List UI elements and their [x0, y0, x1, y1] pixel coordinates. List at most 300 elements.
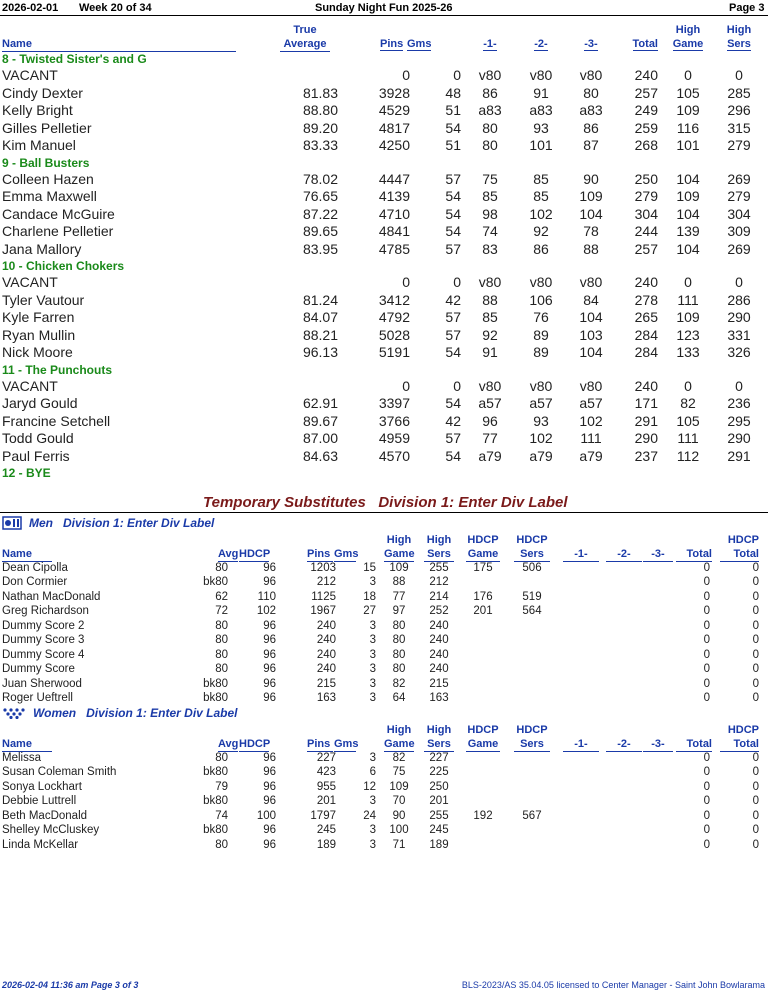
sub-hdcp-series: 519: [522, 590, 542, 603]
player-high-game: 139: [676, 223, 700, 239]
player-pins: 4250: [378, 137, 410, 153]
sub-name: Juan Sherwood: [2, 677, 82, 690]
sub-games: 3: [369, 795, 376, 808]
sub-pins: 1125: [311, 590, 336, 603]
player-game2: 91: [533, 84, 549, 101]
player-game3: 87: [583, 137, 599, 153]
sub-handicap: 96: [263, 692, 276, 705]
player-high-series: 296: [727, 102, 751, 118]
player-game3: 104: [579, 205, 603, 222]
player-high-series: 331: [727, 326, 751, 343]
sub-handicap: 110: [257, 590, 276, 603]
sub-name: Don Cormier: [2, 576, 68, 589]
sub-average: 80: [215, 562, 228, 574]
player-high-series: 269: [727, 240, 751, 257]
sub-col-hdcp-series: Sers: [514, 547, 550, 562]
player-total: 278: [634, 291, 658, 308]
col-high2: High: [726, 24, 752, 36]
sub-hdcp-total: 0: [752, 590, 759, 603]
sub-total: 0: [703, 766, 710, 779]
sub-total: 0: [703, 838, 710, 851]
sub-hdcp-series: 564: [522, 605, 542, 618]
header-divider: [0, 15, 768, 16]
sub-col-hdcp-game: Game: [467, 738, 499, 750]
player-game3: 111: [580, 430, 602, 446]
sub-name: Linda McKellar: [2, 838, 79, 851]
player-pins: 4792: [378, 309, 410, 325]
sub-col-hdcp-series-top: HDCP: [516, 534, 548, 546]
player-game1: 74: [482, 223, 498, 239]
sub-total: 0: [703, 677, 710, 690]
sub-games: 3: [369, 576, 376, 589]
player-games: 54: [445, 223, 461, 239]
player-game3: 102: [579, 412, 603, 429]
player-name: Ryan Mullin: [2, 326, 76, 343]
player-average: 88.21: [302, 326, 338, 343]
player-pins: 0: [402, 377, 410, 394]
sub-name: Debbie Luttrell: [2, 795, 77, 808]
player-name: Colleen Hazen: [2, 170, 94, 187]
col-gms: Gms: [407, 38, 432, 50]
sub-col-hdcp-series: Sers: [514, 737, 550, 752]
women-bowler-icon: [2, 706, 26, 724]
player-game3: 109: [579, 188, 603, 204]
sub-handicap: 96: [263, 648, 276, 661]
sub-high-game: 71: [392, 838, 406, 851]
sub-hdcp-total: 0: [752, 663, 759, 676]
sub-pins: 240: [316, 619, 336, 632]
player-total: 259: [634, 119, 658, 136]
player-game1: 85: [482, 188, 498, 204]
player-total: 284: [634, 344, 658, 360]
player-games: 42: [445, 412, 461, 429]
player-pins: 4570: [378, 447, 410, 464]
sub-col-high-game: Game: [384, 548, 415, 560]
sub-total: 0: [703, 576, 710, 589]
sub-average: 80: [215, 648, 228, 661]
sub-high-game: 100: [389, 824, 409, 837]
sub-row: [0, 633, 768, 647]
sub-high-series: 214: [429, 590, 449, 603]
player-total: 279: [634, 188, 658, 204]
player-game3: 90: [583, 170, 599, 187]
sub-pins: 212: [316, 576, 336, 589]
player-name: Gilles Pelletier: [2, 119, 92, 136]
sub-hdcp-total: 0: [752, 824, 759, 837]
sub-col-g2: -2-: [606, 737, 642, 752]
col-name: Name: [2, 37, 236, 52]
player-games: 42: [445, 291, 461, 308]
player-total: 240: [634, 274, 658, 290]
player-average: 89.65: [302, 223, 338, 239]
sub-hdcp-total: 0: [752, 648, 759, 661]
player-high-game: 0: [684, 274, 692, 290]
sub-pins: 423: [316, 766, 336, 779]
player-game1: v80: [478, 274, 502, 290]
sub-col-high-series: Sers: [424, 547, 454, 562]
sub-high-series: 215: [429, 677, 449, 690]
sub-high-series: 250: [429, 780, 449, 793]
subs-divider: [0, 512, 768, 513]
player-high-game: 104: [676, 240, 700, 257]
league-name: Sunday Night Fun 2025-26: [315, 2, 453, 14]
player-name: VACANT: [2, 67, 58, 83]
player-high-series: 0: [735, 67, 743, 83]
player-name: Emma Maxwell: [2, 188, 97, 204]
player-average: 83.95: [302, 240, 338, 257]
player-game3: v80: [579, 274, 603, 290]
sub-name: Nathan MacDonald: [2, 590, 101, 603]
player-average: 89.20: [302, 119, 338, 136]
sub-col-hdcp-total: Total: [720, 547, 759, 562]
player-games: 57: [445, 326, 461, 343]
player-game3: 104: [579, 344, 603, 360]
sub-average: 80: [215, 619, 228, 632]
sub-games: 3: [369, 648, 376, 661]
player-high-game: 123: [676, 326, 700, 343]
sub-high-game: 109: [389, 780, 409, 793]
sub-col-g3: -3-: [643, 547, 673, 562]
sub-high-game: 80: [392, 619, 406, 632]
player-pins: 3412: [378, 291, 410, 308]
sub-row: [0, 648, 768, 662]
sub-games: 6: [369, 766, 376, 779]
sub-row: [0, 604, 768, 618]
col-true: True: [293, 24, 317, 36]
player-total: 304: [634, 205, 658, 222]
sub-high-series: 225: [429, 766, 449, 779]
subs-title: Temporary Substitutes Division 1: Enter Div Label: [203, 494, 568, 511]
col-total: Total: [632, 38, 658, 50]
sub-total: 0: [703, 619, 710, 632]
player-name: VACANT: [2, 377, 58, 394]
sub-row: [0, 765, 768, 779]
team-label: 11 - The Punchouts: [2, 362, 113, 377]
sub-col-high-game: Game: [384, 738, 415, 750]
sub-total: 0: [703, 562, 710, 574]
player-pins: 3928: [378, 84, 410, 101]
player-high-game: 109: [676, 188, 700, 204]
sub-handicap: 96: [263, 766, 276, 779]
sub-col-pins: Pins: [307, 547, 333, 562]
player-average: 96.13: [302, 344, 338, 360]
player-game2: v80: [529, 377, 553, 394]
player-game2: 93: [533, 412, 549, 429]
page-number: Page 3: [729, 2, 765, 14]
sub-high-series: 163: [429, 692, 449, 705]
player-row: [0, 102, 768, 119]
player-pins: 4959: [378, 430, 410, 446]
player-game2: 89: [533, 326, 549, 343]
player-high-game: 105: [676, 412, 700, 429]
player-average: 87.00: [302, 430, 338, 446]
sub-row: [0, 809, 768, 823]
sub-hdcp-total: 0: [752, 619, 759, 632]
sub-average: bk80: [203, 766, 228, 779]
sub-handicap: 96: [263, 663, 276, 676]
sub-group-label: Men Division 1: Enter Div Label: [29, 516, 215, 530]
sub-name: Dummy Score 4: [2, 648, 85, 661]
col-pins: Pins: [380, 38, 404, 50]
sub-hdcp-total: 0: [752, 677, 759, 690]
sub-hdcp-total: 0: [752, 780, 759, 793]
sub-high-game: 82: [392, 752, 406, 764]
player-game3: 80: [583, 84, 599, 101]
player-row: [0, 188, 768, 205]
sub-col-hdcp-total: Total: [720, 737, 759, 752]
player-pins: 4817: [378, 119, 410, 136]
player-average: 83.33: [302, 137, 338, 153]
sub-row: [0, 619, 768, 633]
player-high-series: 285: [727, 84, 751, 101]
sub-handicap: 96: [263, 838, 276, 851]
player-high-series: 279: [727, 188, 751, 204]
player-name: Kyle Farren: [2, 309, 75, 325]
player-pins: 4529: [378, 102, 410, 118]
player-game1: v80: [478, 377, 502, 394]
sub-high-game: 97: [392, 605, 406, 618]
sub-handicap: 96: [263, 824, 276, 837]
sub-high-game: 80: [392, 634, 406, 647]
player-game1: 96: [482, 412, 498, 429]
sub-pins: 1797: [310, 809, 336, 822]
sub-high-game: 82: [392, 677, 406, 690]
player-row: [0, 292, 768, 309]
player-high-series: 295: [727, 412, 751, 429]
sub-row: [0, 677, 768, 691]
sub-average: 62: [215, 590, 228, 603]
player-game1: 88: [482, 291, 498, 308]
player-game2: 85: [533, 188, 549, 204]
player-games: 54: [445, 119, 461, 136]
sub-high-game: 80: [392, 663, 406, 676]
sub-hdcp-total: 0: [752, 795, 759, 808]
sub-row: [0, 823, 768, 837]
player-game1: 80: [482, 137, 498, 153]
sub-high-series: 245: [429, 824, 449, 837]
sub-group-label: Women Division 1: Enter Div Label: [33, 706, 238, 720]
sub-pins: 189: [316, 838, 336, 851]
col-g2: -2-: [534, 38, 548, 50]
sub-high-game: 90: [392, 809, 406, 822]
player-high-game: 105: [676, 84, 700, 101]
player-average: 84.07: [302, 309, 338, 325]
sub-handicap: 96: [263, 780, 276, 793]
sub-col-avg: Avg: [218, 738, 239, 750]
player-name: Kim Manuel: [2, 137, 76, 153]
sub-high-game: 77: [392, 590, 406, 603]
sub-high-series: 212: [429, 576, 449, 589]
player-total: 244: [634, 223, 658, 239]
sub-col-hdcp-game-top: HDCP: [467, 724, 499, 736]
sub-pins: 955: [316, 780, 336, 793]
sub-name: Roger Ueftrell: [2, 692, 73, 705]
player-high-game: 0: [684, 67, 692, 83]
player-game2: 101: [529, 137, 553, 153]
player-games: 48: [445, 84, 461, 101]
player-high-series: 279: [727, 137, 751, 153]
player-pins: 4447: [378, 170, 410, 187]
player-total: 249: [634, 102, 658, 118]
sub-col-pins: Pins: [307, 737, 333, 752]
sub-average: bk80: [203, 824, 228, 837]
sub-name: Melissa: [2, 752, 41, 764]
sub-hdcp-series: 506: [522, 562, 542, 574]
player-game1: 75: [482, 170, 498, 187]
sub-hdcp-total: 0: [752, 562, 759, 574]
col-g1: -1-: [483, 38, 497, 50]
sub-hdcp-total: 0: [752, 766, 759, 779]
player-game2: 92: [533, 223, 549, 239]
player-pins: 3766: [378, 412, 410, 429]
sub-pins: 227: [316, 752, 336, 764]
sub-average: 80: [215, 752, 228, 764]
footer-timestamp: 2026-02-04 11:36 am Page 3 of 3: [2, 980, 139, 990]
team-label: 8 - Twisted Sister's and G: [2, 52, 147, 66]
player-total: 291: [634, 412, 658, 429]
sub-col-g1: -1-: [563, 737, 599, 752]
sub-hdcp-game: 176: [473, 590, 493, 603]
sub-pins: 240: [316, 648, 336, 661]
sub-high-series: 252: [429, 605, 449, 618]
sub-total: 0: [703, 692, 710, 705]
player-games: 54: [445, 344, 461, 360]
sub-average: 80: [215, 663, 228, 676]
player-games: 57: [445, 240, 461, 257]
player-game3: a57: [579, 395, 603, 411]
sub-high-series: 255: [429, 562, 449, 574]
player-high-series: 291: [727, 447, 751, 464]
sub-col-high-game-top: High: [386, 724, 412, 736]
player-game1: 80: [482, 119, 498, 136]
player-high-series: 326: [727, 344, 751, 360]
sub-average: 72: [215, 605, 228, 618]
sub-pins: 245: [316, 824, 336, 837]
player-game3: 103: [579, 326, 603, 343]
sub-hdcp-total: 0: [752, 752, 759, 764]
player-game2: a79: [529, 447, 553, 464]
player-pins: 4139: [378, 188, 410, 204]
sub-hdcp-series: 567: [522, 809, 542, 822]
sub-games: 3: [369, 619, 376, 632]
sub-col-high-series: Sers: [424, 737, 454, 752]
player-name: Tyler Vautour: [2, 291, 85, 308]
player-name: VACANT: [2, 274, 58, 290]
player-high-game: 104: [676, 205, 700, 222]
player-row: [0, 448, 768, 465]
player-total: 257: [634, 240, 658, 257]
sub-col-hdcp: HDCP: [239, 548, 271, 560]
player-high-game: 112: [676, 447, 700, 464]
sub-total: 0: [703, 663, 710, 676]
sub-high-game: 109: [389, 562, 409, 574]
sub-average: bk80: [203, 795, 228, 808]
player-game2: 89: [533, 344, 549, 360]
player-average: 84.63: [302, 447, 338, 464]
player-game1: 77: [482, 430, 498, 446]
player-high-game: 116: [676, 119, 700, 136]
player-average: 62.91: [302, 395, 338, 411]
sub-handicap: 96: [263, 619, 276, 632]
player-total: 265: [634, 309, 658, 325]
sub-col-total: Total: [676, 547, 712, 562]
player-games: 51: [445, 102, 461, 118]
sub-hdcp-game: 192: [473, 809, 493, 822]
sub-average: bk80: [203, 692, 228, 705]
sub-total: 0: [703, 824, 710, 837]
player-high-series: 304: [727, 205, 751, 222]
player-game1: 85: [482, 309, 498, 325]
player-game3: 88: [583, 240, 599, 257]
sub-row: [0, 561, 768, 575]
player-high-series: 286: [727, 291, 751, 308]
sub-pins: 240: [316, 634, 336, 647]
player-game3: 78: [583, 223, 599, 239]
player-pins: 0: [402, 274, 410, 290]
player-game1: a79: [478, 447, 502, 464]
player-games: 0: [453, 274, 461, 290]
sub-name: Sonya Lockhart: [2, 780, 82, 793]
player-total: 268: [634, 137, 658, 153]
player-row: [0, 120, 768, 137]
sub-col-total: Total: [676, 737, 712, 752]
player-row: [0, 85, 768, 102]
sub-high-game: 70: [392, 795, 406, 808]
player-name: Cindy Dexter: [2, 84, 83, 101]
sub-average: 79: [215, 780, 228, 793]
player-name: Charlene Pelletier: [2, 223, 114, 239]
sub-pins: 240: [316, 663, 336, 676]
player-game2: 76: [533, 309, 549, 325]
team-label: 10 - Chicken Chokers: [2, 259, 125, 273]
sub-row: [0, 575, 768, 589]
player-game2: v80: [529, 67, 553, 83]
sub-name: Dummy Score: [2, 663, 75, 676]
player-game3: 104: [579, 309, 603, 325]
sub-high-game: 75: [392, 766, 406, 779]
player-row: [0, 413, 768, 430]
player-game1: 86: [482, 84, 498, 101]
team-label: 9 - Ball Busters: [2, 155, 90, 170]
player-high-game: 133: [676, 344, 700, 360]
player-total: 240: [634, 377, 658, 394]
sub-col-name: Name: [2, 737, 52, 752]
sub-col-avg: Avg: [218, 548, 239, 560]
player-high-series: 290: [727, 309, 751, 325]
sub-high-series: 189: [429, 838, 449, 851]
sub-games: 3: [369, 692, 376, 705]
sub-handicap: 96: [263, 795, 276, 808]
sub-row: [0, 662, 768, 676]
footer-license: BLS-2023/AS 35.04.05 licensed to Center Manager - Saint John Bowlarama: [461, 980, 765, 990]
sub-col-hdcp-total-top: HDCP: [727, 724, 759, 736]
sub-games: 15: [363, 562, 376, 574]
player-row: [0, 223, 768, 240]
sub-total: 0: [703, 795, 710, 808]
player-row: [0, 430, 768, 447]
sub-row: [0, 590, 768, 604]
sub-col-hdcp-game: Game: [467, 548, 499, 560]
sub-high-series: 240: [429, 619, 449, 632]
player-total: 250: [634, 170, 658, 187]
player-pins: 4841: [378, 223, 410, 239]
player-row: [0, 378, 768, 395]
player-pins: 0: [402, 67, 410, 83]
sub-average: 74: [215, 809, 228, 822]
player-pins: 4710: [378, 205, 410, 222]
sub-row: [0, 751, 768, 765]
sub-col-high-series-top: High: [426, 724, 452, 736]
